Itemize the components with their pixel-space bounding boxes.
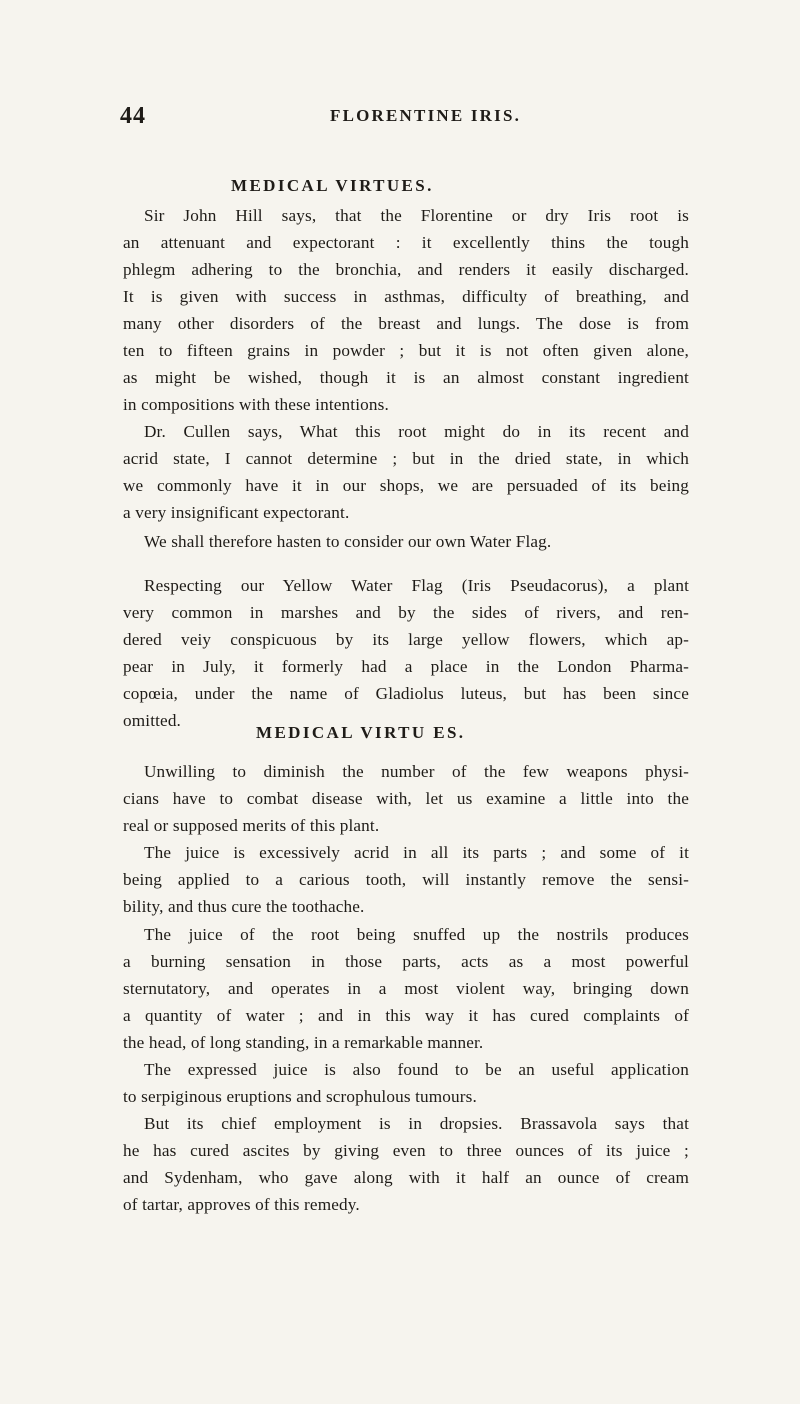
running-head [120, 103, 680, 135]
text-line: Respecting our Yellow Water Flag (Iris Pseudacorus), a plant [144, 576, 689, 595]
text-line: Sir John Hill says, that the Florentine or dry Iris root is [144, 206, 689, 225]
running-title: FLORENTINE IRIS. [330, 106, 522, 125]
text-line: pear in July, it formerly had a place in the London Pharma- [123, 657, 689, 676]
text-line: of tartar, approves of this remedy. [123, 1195, 360, 1214]
text-line: omitted. [123, 711, 182, 730]
text-line: phlegm adhering to the bronchia, and renders it easily discharged. [123, 260, 689, 279]
text-line: a very insignificant expectorant. [123, 503, 350, 522]
section-heading-1: MEDICAL VIRTUES. [231, 176, 434, 196]
text-line: It is given with success in asthmas, difficulty of breathing, and [123, 287, 689, 306]
section-heading-2: MEDICAL VIRTU ES. [256, 723, 466, 743]
text-line: we commonly have it in our shops, we are persuaded of its being [123, 476, 689, 495]
text-line: a burning sensation in those parts, acts as a most powerful [123, 952, 689, 971]
text-line: The juice of the root being snuffed up the nostrils produces [144, 925, 689, 944]
text-line: dered veiy conspicuous by its large yellow flowers, which ap- [123, 630, 689, 649]
text-line: he has cured ascites by giving even to three ounces of its juice ; [123, 1141, 689, 1160]
text-line: an attenuant and expectorant : it excellently thins the tough [123, 233, 689, 252]
text-line: as might be wished, though it is an almost constant ingredient [123, 368, 689, 387]
text-line: Unwilling to diminish the number of the few weapons physi- [144, 762, 689, 781]
text-line: Dr. Cullen says, What this root might do in its recent and [144, 422, 689, 441]
text-line: The expressed juice is also found to be an useful application [144, 1060, 689, 1079]
text-line: The juice is excessively acrid in all its parts ; and some of it [144, 843, 689, 862]
text-line: real or supposed merits of this plant. [123, 816, 380, 835]
text-line: bility, and thus cure the toothache. [123, 897, 365, 916]
text-line: a quantity of water ; and in this way it has cured complaints of [123, 1006, 689, 1025]
text-line: acrid state, I cannot determine ; but in the dried state, in which [123, 449, 689, 468]
text-line: sternutatory, and operates in a most violent way, bringing down [123, 979, 689, 998]
text-line: many other disorders of the breast and lungs. The dose is from [123, 314, 689, 333]
text-line: very common in marshes and by the sides of rivers, and ren- [123, 603, 689, 622]
text-line: being applied to a carious tooth, will instantly remove the sensi- [123, 870, 689, 889]
text-line: the head, of long standing, in a remarkable manner. [123, 1033, 484, 1052]
text-line: copœia, under the name of Gladiolus luteus, but has been since [123, 684, 689, 703]
text-line: We shall therefore hasten to consider our own Water Flag. [144, 532, 552, 551]
text-line: But its chief employment is in dropsies. Brassavola says that [144, 1114, 689, 1133]
text-line: to serpiginous eruptions and scrophulous tumours. [123, 1087, 477, 1106]
text-line: cians have to combat disease with, let us examine a little into the [123, 789, 689, 808]
text-line: ten to fifteen grains in powder ; but it is not often given alone, [123, 341, 689, 360]
text-line: in compositions with these intentions. [123, 395, 389, 414]
text-line: and Sydenham, who gave along with it half an ounce of cream [123, 1168, 689, 1187]
page-number: 44 [120, 103, 146, 129]
